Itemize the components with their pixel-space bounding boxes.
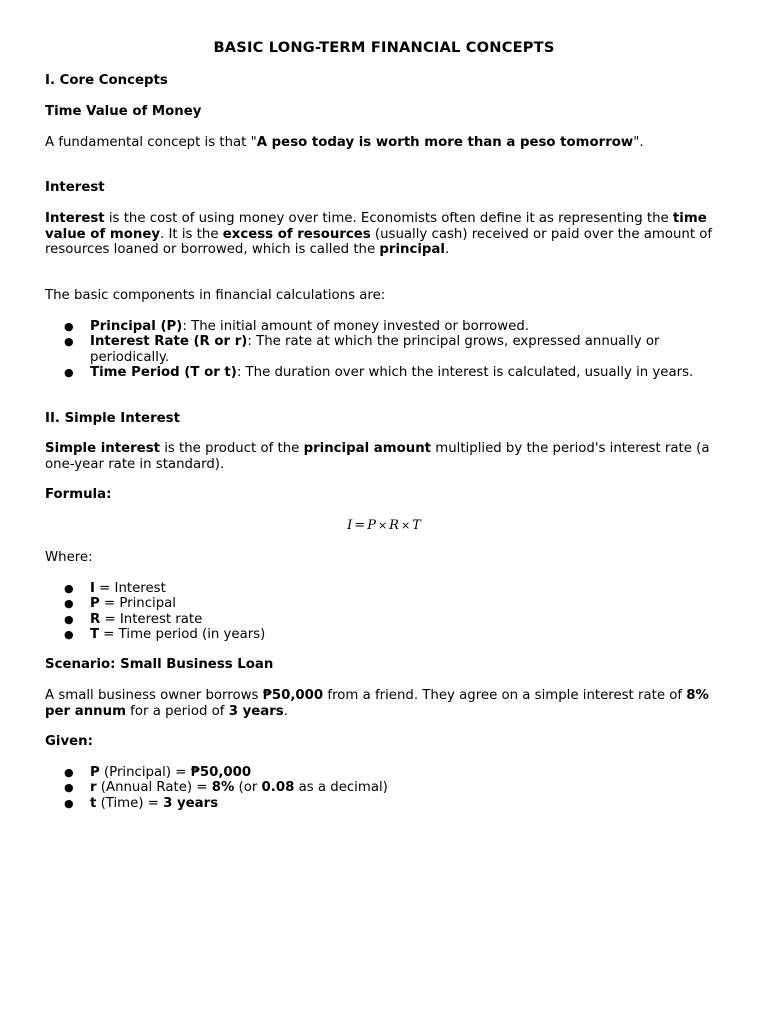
given-value: ₱50,000 [190,765,252,780]
components-intro: The basic components in financial calculations are: [45,288,386,303]
formula-var-t: T [412,518,421,533]
simple-interest-formula [45,518,723,533]
bullet-icon: ● [64,612,74,626]
component-desc: : The duration over which the interest is calculated, usually in years. [236,365,694,381]
variable-desc: = Time period (in years) [99,627,266,643]
tvm-text-post: ". [633,135,644,150]
formula-var-p: P [367,518,376,533]
given-value: 8% [211,780,235,796]
given-value: 0.08 [261,780,295,796]
bullet-icon: ● [64,582,74,595]
tvm-text-pre: A fundamental concept is that " [45,135,257,150]
simple-interest-paragraph [45,441,720,472]
given-heading: Given: [45,734,93,749]
tvm-quote: A peso today is worth more than a peso tomorrow [256,135,634,150]
simple-text-1: is the product of the [159,441,304,456]
given-text: (Principal) = [99,765,191,780]
bullet-icon: ● [64,366,74,380]
given-symbol: P [90,765,100,780]
bullet-icon: ● [64,766,74,779]
section-heading-simple-interest: II. Simple Interest [45,411,180,426]
term-time-value-of-money: time value of money [45,211,707,242]
term-interest: Interest [45,211,105,226]
variable-desc: = Interest [94,581,166,596]
given-value: 3 years [163,795,219,811]
component-desc: : The rate at which the principal grows, expressed annually or periodically. [90,334,660,365]
list-item [45,596,725,611]
interest-text-1: is the cost of using money over time. Economists often define it as representing the [104,211,673,226]
scenario-text-4: . [283,703,288,719]
given-symbol: r [90,780,97,796]
scenario-heading: Scenario: Small Business Loan [45,657,274,672]
variable-symbol: P [90,596,100,612]
list-item [45,334,725,365]
subheading-time-value-of-money: Time Value of Money [45,104,202,119]
scenario-amount: ₱50,000 [262,688,324,703]
bullet-icon: ● [64,320,74,333]
scenario-period: 3 years [228,703,284,719]
component-term: Time Period (T or t) [90,365,237,381]
variable-symbol: T [90,627,100,643]
variable-desc: = Principal [99,596,177,612]
list-item [45,581,725,596]
scenario-text-1: A small business owner borrows [45,688,263,703]
interest-text-3: (usually cash) received or paid over the amount of resources loaned or borrowed, which is called the [45,226,713,257]
tvm-paragraph [45,135,720,151]
list-item [45,365,725,380]
variables-list [45,581,725,643]
interest-text-2: . It is the [160,226,223,242]
bullet-icon: ● [64,781,74,795]
simple-text-2: multiplied by the period's interest rate (a one-year rate in standard). [45,441,710,472]
formula-equals: = [354,518,366,533]
given-text: as a decimal) [294,780,388,796]
component-term: Interest Rate (R or r) [90,334,248,350]
components-list [45,319,725,381]
bullet-icon: ● [64,335,74,349]
interest-paragraph [45,211,720,258]
formula-times: × [377,519,388,532]
document-title: BASIC LONG-TERM FINANCIAL CONCEPTS [213,39,555,56]
term-simple-interest: Simple interest [45,441,160,456]
term-principal: principal [379,242,445,257]
scenario-rate: 8% per annum [45,688,709,719]
list-item [45,319,725,334]
term-principal-amount: principal amount [303,441,432,456]
section-heading-core-concepts: I. Core Concepts [45,73,168,88]
formula-times: × [400,519,411,532]
bullet-icon: ● [64,628,74,642]
where-label: Where: [45,550,93,565]
formula-var-r: R [389,518,399,533]
formula-var-i: I [347,518,353,533]
scenario-text-2: from a friend. They agree on a simple interest rate of [323,688,687,703]
given-list [45,765,725,811]
variable-symbol: R [90,611,101,627]
scenario-paragraph [45,688,720,719]
list-item [45,796,725,811]
formula-heading: Formula: [45,487,112,502]
list-item [45,627,725,642]
component-desc: : The initial amount of money invested or borrowed. [182,319,530,334]
bullet-icon: ● [64,597,74,611]
interest-text-4: . [444,242,450,257]
given-text: (Time) = [96,795,164,811]
component-term: Principal (P) [90,319,183,334]
list-item [45,780,725,795]
subheading-interest: Interest [45,180,105,195]
scenario-text-3: for a period of [125,703,229,719]
term-excess-of-resources: excess of resources [222,226,371,242]
list-item [45,612,725,627]
given-text: (or [234,780,262,796]
list-item [45,765,725,780]
variable-symbol: I [90,581,95,596]
bullet-icon: ● [64,796,74,810]
given-symbol: t [90,795,97,811]
variable-desc: = Interest rate [100,611,203,627]
given-text: (Annual Rate) = [96,780,212,796]
